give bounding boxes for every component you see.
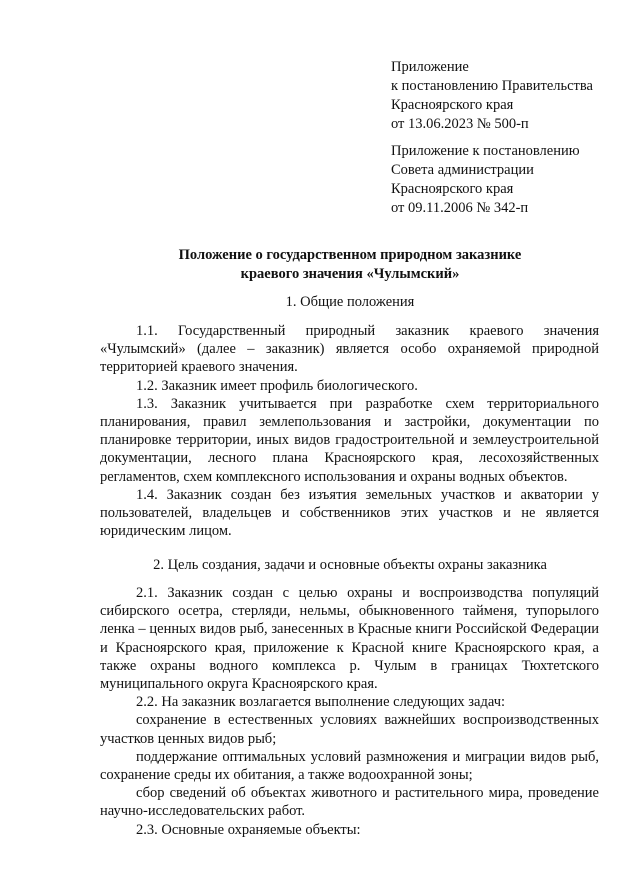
paragraph: 1.3. Заказник учитывается при разработке схем территориального планирования, правил землепользования и застройки, документации по планировке территории, иных видов градостроительной и землеустроительной документации, лесного плана Красноярского края, лесохозяйственных регламентов, схем комплексного использования и охраны водных объектов.	[100, 395, 599, 485]
appendix-current-line: Приложение	[391, 59, 469, 75]
paragraph: поддержание оптимальных условий размножения и миграции видов рыб, сохранение среды их обитания, а также водоохранной зоны;	[100, 748, 599, 784]
appendix-original-line: Приложение к постановлению	[391, 143, 580, 159]
document-title-line: краевого значения «Чулымский»	[240, 266, 460, 282]
section-1-heading: 1. Общие положения	[285, 294, 415, 310]
paragraph: 1.4. Заказник создан без изъятия земельных участков и акватории у пользователей, владельцев и собственников этих участков и не является юридическим лицом.	[100, 486, 599, 540]
appendix-original-block	[391, 142, 580, 218]
paragraph: сохранение в естественных условиях важнейших воспроизводственных участков ценных видов рыб;	[100, 712, 599, 747]
paragraph: 1.1. Государственный природный заказник краевого значения «Чулымский» (далее – заказник) является особо охраняемой природной территорией краевого значения.	[100, 323, 599, 376]
section-2-heading: 2. Цель создания, задачи и основные объекты охраны заказника	[153, 557, 547, 573]
paragraph: 1.2. Заказник имеет профиль биологического.	[136, 377, 418, 394]
appendix-current-line: Красноярского края	[391, 97, 514, 113]
appendix-original-line: Красноярского края	[391, 181, 514, 197]
paragraph: 2.2. На заказник возлагается выполнение следующих задач:	[136, 694, 506, 711]
appendix-current-line: от 13.06.2023 № 500-п	[391, 116, 529, 132]
paragraph: 2.3. Основные охраняемые объекты:	[136, 821, 361, 838]
section-2-body	[100, 584, 599, 839]
paragraph: сбор сведений об объектах животного и растительного мира, проведение научно-исследовательских работ.	[100, 785, 599, 820]
appendix-current-line: к постановлению Правительства	[391, 78, 593, 94]
document-title	[100, 246, 600, 284]
appendix-original-line: Совета администрации	[391, 162, 534, 178]
section-1-body	[100, 322, 599, 540]
appendix-current-block	[391, 58, 593, 134]
document-title-line: Положение о государственном природном заказнике	[178, 247, 522, 263]
paragraph: 2.1. Заказник создан с целью охраны и воспроизводства популяций сибирского осетра, стерляди, нельмы, обыкновенного тайменя, тупорылого ленка – ценных видов рыб, занесенных в Красные книги Российской Федерации и Красноярского края, приложение к Красной книге Красноярского края, а также охраны водного комплекса р. Чулым в границах Тюхтетского муниципального округа Красноярского края.	[100, 585, 599, 693]
appendix-original-line: от 09.11.2006 № 342-п	[391, 200, 529, 216]
